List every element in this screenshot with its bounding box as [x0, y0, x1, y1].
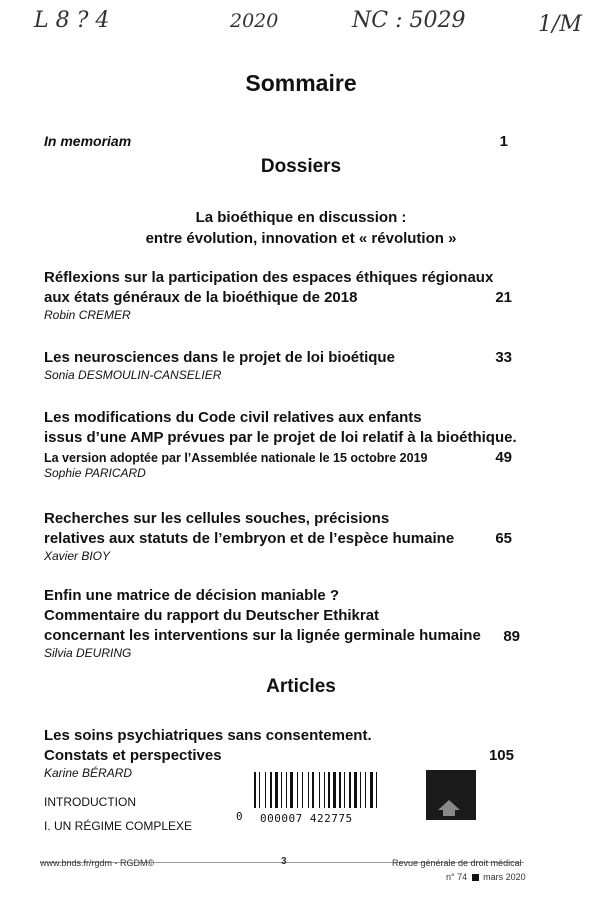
barcode-bar [286, 772, 287, 808]
in-memoriam-label: In memoriam [44, 133, 132, 149]
footer-journal-name: Revue générale de droit médical [392, 858, 522, 868]
entry-title: Enfin une matrice de décision maniable ? [44, 587, 340, 604]
page-title: Sommaire [245, 70, 357, 96]
toc-entry [44, 586, 481, 661]
barcode-bar [333, 772, 336, 808]
barcode-bar [370, 772, 373, 808]
barcode-bar [281, 772, 282, 808]
entry-page-number: 105 [488, 747, 514, 764]
article-section: INTRODUCTION [44, 795, 136, 809]
toc-entry [44, 268, 493, 323]
in-memoriam-page: 1 [499, 133, 508, 150]
barcode-bar [254, 772, 256, 808]
entry-subtitle: La version adoptée par l’Assemblée nationale le 15 octobre 2019 [44, 451, 428, 465]
barcode-bar [324, 772, 325, 808]
entry-title: Constats et perspectives [44, 747, 222, 764]
footer-page-number: 3 [281, 856, 287, 867]
handwritten-page-mark: 1/M [538, 12, 582, 37]
barcode-bar [270, 772, 272, 808]
entry-author: Robin CREMER [44, 308, 131, 322]
barcode-bar [290, 772, 293, 808]
entry-title: concernant les interventions sur la lignée germinale humaine [44, 627, 481, 644]
handwritten-year: 2020 [230, 10, 279, 32]
barcode-bar [308, 772, 309, 808]
barcode-number: 000007 422775 [260, 812, 353, 825]
square-bullet-icon [472, 874, 479, 881]
barcode-bar [376, 772, 377, 808]
entry-title: Les neurosciences dans le projet de loi bioétique [44, 349, 395, 366]
barcode-bar [349, 772, 351, 808]
article-section: I. UN RÉGIME COMPLEXE [44, 819, 193, 833]
barcode-bar [344, 772, 345, 808]
barcode-bar [302, 772, 303, 808]
barcode-bar [354, 772, 357, 808]
barcode-bar [259, 772, 260, 808]
dossiers-theme-line2: entre évolution, innovation et « révolution » [145, 230, 457, 247]
barcode-bar [319, 772, 320, 808]
barcode-bar [265, 772, 266, 808]
entry-page-number: 89 [503, 628, 520, 645]
barcode-bar [312, 772, 314, 808]
barcode [236, 770, 476, 828]
entry-title: Les soins psychiatriques sans consentement. [44, 727, 372, 744]
footer-issue [446, 872, 526, 882]
entry-title: Recherches sur les cellules souches, précisions [44, 510, 390, 527]
barcode-bar [275, 772, 278, 808]
entry-title: Réflexions sur la participation des espaces éthiques régionaux [44, 269, 494, 286]
entry-author: Xavier BIOY [44, 549, 111, 563]
handwritten-nc-number: NC : 5029 [352, 8, 466, 33]
toc-entry [44, 348, 395, 383]
articles-heading: Articles [266, 676, 336, 697]
barcode-bar [339, 772, 341, 808]
footer-issue-number: n° 74 [446, 872, 468, 882]
dossiers-theme-line1: La bioéthique en discussion : [195, 209, 407, 226]
entry-page-number: 21 [495, 289, 512, 306]
barcode-bar [365, 772, 366, 808]
footer-issue-date: mars 2020 [483, 872, 526, 882]
barcode-bar [360, 772, 361, 808]
dossiers-heading: Dossiers [260, 156, 342, 177]
handwritten-call-number: L 8 ? 4 [34, 8, 110, 33]
toc-entry [44, 509, 454, 564]
footer-website: www.bnds.fr/rgdm - RGDM© [40, 858, 155, 868]
entry-author: Sophie PARICARD [44, 466, 146, 480]
entry-author: Silvia DEURING [44, 646, 132, 660]
entry-page-number: 65 [495, 530, 512, 547]
entry-author: Karine BÉRARD [44, 766, 133, 780]
entry-title: issus d’une AMP prévues par le projet de loi relatif à la bioéthique. [44, 429, 517, 446]
barcode-bar [297, 772, 298, 808]
entry-author: Sonia DESMOULIN-CANSELIER [44, 368, 222, 382]
entry-title: Commentaire du rapport du Deutscher Ethikrat [44, 607, 380, 624]
entry-title: aux états généraux de la bioéthique de 2018 [44, 289, 358, 306]
entry-title: Les modifications du Code civil relatives aux enfants [44, 409, 422, 426]
entry-title: relatives aux statuts de l’embryon et de l’espèce humaine [44, 530, 455, 547]
barcode-bar [328, 772, 330, 808]
entry-page-number: 33 [495, 349, 512, 366]
toc-entry [44, 408, 517, 481]
barcode-leading-digit: 0 [236, 810, 243, 823]
entry-page-number: 49 [495, 449, 512, 466]
